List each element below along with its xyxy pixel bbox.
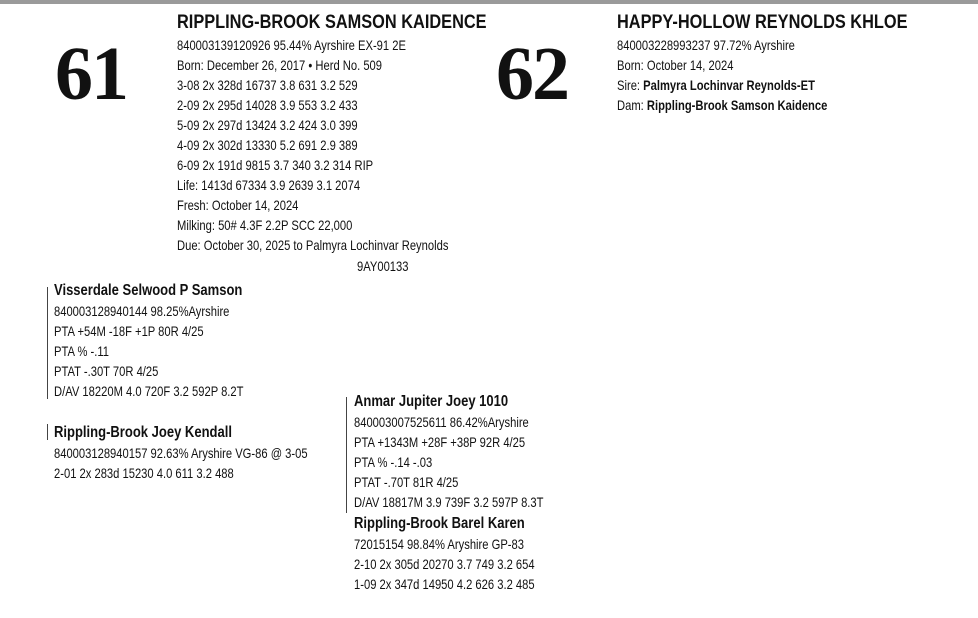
lot-61-number: 61 [55, 32, 127, 116]
lot-62-born-line: Born: October 14, 2024 [617, 57, 734, 73]
sire-name: Palmyra Lochinvar Reynolds-ET [643, 77, 815, 93]
pedigree-mgd-name: Rippling-Brook Barel Karen [354, 515, 525, 532]
pedigree-mgd-line: 72015154 98.84% Aryshire GP-83 [354, 536, 524, 552]
lot-61-record-line: 6-09 2x 191d 9815 3.7 340 3.2 314 RIP [177, 157, 374, 173]
lot-61-name: RIPPLING-BROOK SAMSON KAIDENCE [177, 12, 487, 33]
pedigree-sire-name: Visserdale Selwood P Samson [54, 282, 243, 299]
lot-61-record-line: 3-08 2x 328d 16737 3.8 631 3.2 529 [177, 77, 358, 93]
pedigree-mgs-line: PTA % -.14 -.03 [354, 454, 433, 470]
lot-61-due-line: Due: October 30, 2025 to Palmyra Lochinvar Reynolds [177, 237, 449, 253]
pedigree-sire-line: D/AV 18220M 4.0 720F 3.2 592P 8.2T [54, 383, 244, 399]
pedigree-mgd-line: 1-09 2x 347d 14950 4.2 626 3.2 485 [354, 576, 535, 592]
pedigree-sire-line: PTAT -.30T 70R 4/25 [54, 363, 159, 379]
pedigree-mgs-line: D/AV 18817M 3.9 739F 3.2 597P 8.3T [354, 494, 544, 510]
pedigree-mgs-line: PTA +1343M +28F +38P 92R 4/25 [354, 434, 526, 450]
lot-61-record-line: 2-09 2x 295d 14028 3.9 553 3.2 433 [177, 97, 358, 113]
lot-61-record-line: 5-09 2x 297d 13424 3.2 424 3.0 399 [177, 117, 358, 133]
dam-label: Dam: [617, 97, 644, 113]
lot-61-born-line: Born: December 26, 2017 • Herd No. 509 [177, 57, 383, 73]
lot-62-dam-line [617, 95, 827, 115]
pedigree-bracket-left-top [47, 287, 48, 399]
dam-name: Rippling-Brook Samson Kaidence [646, 97, 828, 113]
pedigree-dam-name: Rippling-Brook Joey Kendall [54, 424, 232, 441]
lot-61-milking-line: Milking: 50# 4.3F 2.2P SCC 22,000 [177, 217, 353, 233]
pedigree-sire-line: PTA +54M -18F +1P 80R 4/25 [54, 323, 204, 339]
pedigree-sire-line: PTA % -.11 [54, 343, 109, 359]
lot-61-service-code: 9AY00133 [357, 258, 409, 274]
lot-62-id-line: 840003228993237 97.72% Ayrshire [617, 37, 795, 53]
lot-62-name: HAPPY-HOLLOW REYNOLDS KHLOE [617, 12, 908, 33]
sire-label: Sire: [617, 77, 641, 93]
pedigree-mgs-name: Anmar Jupiter Joey 1010 [354, 393, 509, 410]
top-border [0, 0, 978, 4]
pedigree-mgd-line: 2-10 2x 305d 20270 3.7 749 3.2 654 [354, 556, 535, 572]
pedigree-dam-line: 2-01 2x 283d 15230 4.0 611 3.2 488 [54, 465, 234, 481]
pedigree-mgs-line: 840003007525611 86.42%Aryshire [354, 414, 529, 430]
lot-61-life-line: Life: 1413d 67334 3.9 2639 3.1 2074 [177, 177, 361, 193]
pedigree-bracket-right [346, 397, 347, 513]
lot-62-number: 62 [496, 32, 568, 116]
pedigree-bracket-left-bottom [47, 424, 48, 440]
pedigree-dam-line: 840003128940157 92.63% Aryshire VG-86 @ 3-05 [54, 445, 308, 461]
lot-62-sire-line [617, 75, 815, 95]
pedigree-mgs-line: PTAT -.70T 81R 4/25 [354, 474, 459, 490]
lot-61-fresh-line: Fresh: October 14, 2024 [177, 197, 299, 213]
lot-61-id-line: 840003139120926 95.44% Ayrshire EX-91 2E [177, 37, 406, 53]
pedigree-sire-line: 840003128940144 98.25%Ayrshire [54, 303, 230, 319]
lot-61-record-line: 4-09 2x 302d 13330 5.2 691 2.9 389 [177, 137, 358, 153]
